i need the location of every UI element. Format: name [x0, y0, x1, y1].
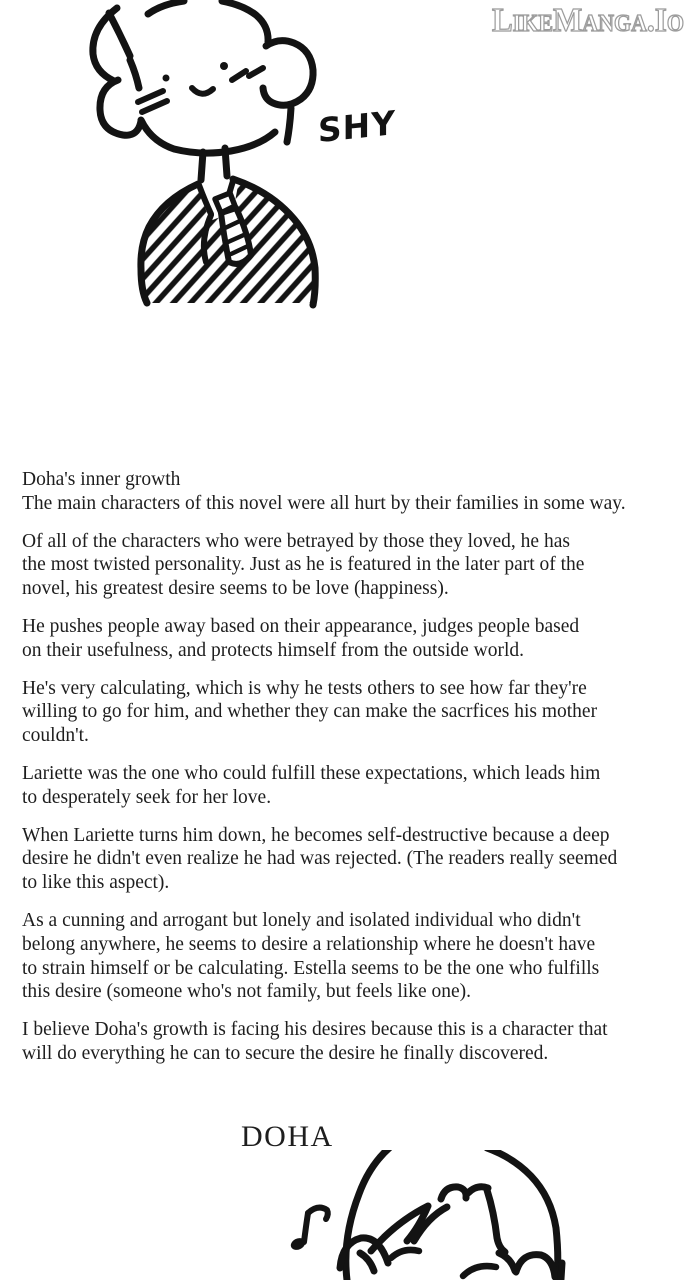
- paragraph: [22, 468, 686, 516]
- hair-outline: [148, 1, 184, 14]
- paragraph: [22, 824, 686, 895]
- text-line: couldn't.: [22, 725, 89, 747]
- paragraph: [22, 530, 686, 601]
- left-ear: [100, 80, 141, 135]
- text-line: will do everything he can to secure the desire he finally discovered.: [22, 1042, 549, 1064]
- text-line: I believe Doha's growth is facing his desires because this is a character that: [22, 1019, 608, 1041]
- shy-label: SHY: [318, 102, 396, 151]
- text-line: He's very calculating, which is why he tests others to see how far they're: [22, 677, 587, 699]
- paragraph: [22, 1018, 686, 1066]
- jaw: [141, 120, 275, 153]
- text-line: this desire (someone who's not family, but feels like one).: [22, 981, 472, 1003]
- paragraph: [22, 762, 686, 810]
- music-note-icon: [289, 1208, 328, 1253]
- text-line: to strain himself or be calculating. Estella seems to be the one who fulfills: [22, 957, 600, 979]
- text-line: willing to go for him, and whether they can make the sacrfices his mother: [22, 701, 598, 723]
- doha-character-sketch: [270, 1150, 600, 1280]
- paragraph: [22, 677, 686, 748]
- smile: [192, 88, 213, 94]
- left-eye: [163, 75, 170, 82]
- text-line: on their usefulness, and protects himself from the outside world.: [22, 639, 525, 661]
- text-line: As a cunning and arrogant but lonely and isolated individual who didn't: [22, 909, 581, 931]
- shy-character-sketch: [60, 0, 400, 320]
- text-line: the most twisted personality. Just as he is featured in the later part of the: [22, 554, 585, 576]
- text-line: Of all of the characters who were betrayed by those they loved, he has: [22, 530, 570, 552]
- right-blush: [232, 68, 263, 80]
- site-watermark: LikeManga.Io: [492, 1, 684, 39]
- text-line: novel, his greatest desire seems to be love (happiness).: [22, 578, 449, 600]
- text-line: Doha's inner growth: [22, 469, 181, 490]
- text-line: to like this aspect).: [22, 872, 170, 894]
- text-line: Lariette was the one who could fulfill these expectations, which leads him: [22, 762, 601, 784]
- right-eye: [220, 62, 228, 70]
- article-text: [22, 468, 686, 1080]
- text-line: to desperately seek for her love.: [22, 786, 272, 808]
- left-blush: [138, 91, 167, 112]
- text-line: When Lariette turns him down, he becomes self-destructive because a deep: [22, 824, 610, 846]
- paragraph: [22, 909, 686, 1004]
- paragraph: [22, 615, 686, 663]
- text-line: belong anywhere, he seems to desire a relationship where he doesn't have: [22, 933, 596, 955]
- right-ear: [263, 41, 313, 106]
- eyebrow: [391, 1250, 419, 1258]
- text-line: The main characters of this novel were all hurt by their families in some way.: [22, 492, 626, 514]
- text-line: He pushes people away based on their appearance, judges people based: [22, 615, 580, 637]
- right-ear: [516, 1255, 555, 1277]
- doha-label: DOHA: [241, 1120, 334, 1153]
- text-line: desire he didn't even realize he had was rejected. (The readers really seemed: [22, 848, 618, 870]
- bangs: [109, 13, 130, 56]
